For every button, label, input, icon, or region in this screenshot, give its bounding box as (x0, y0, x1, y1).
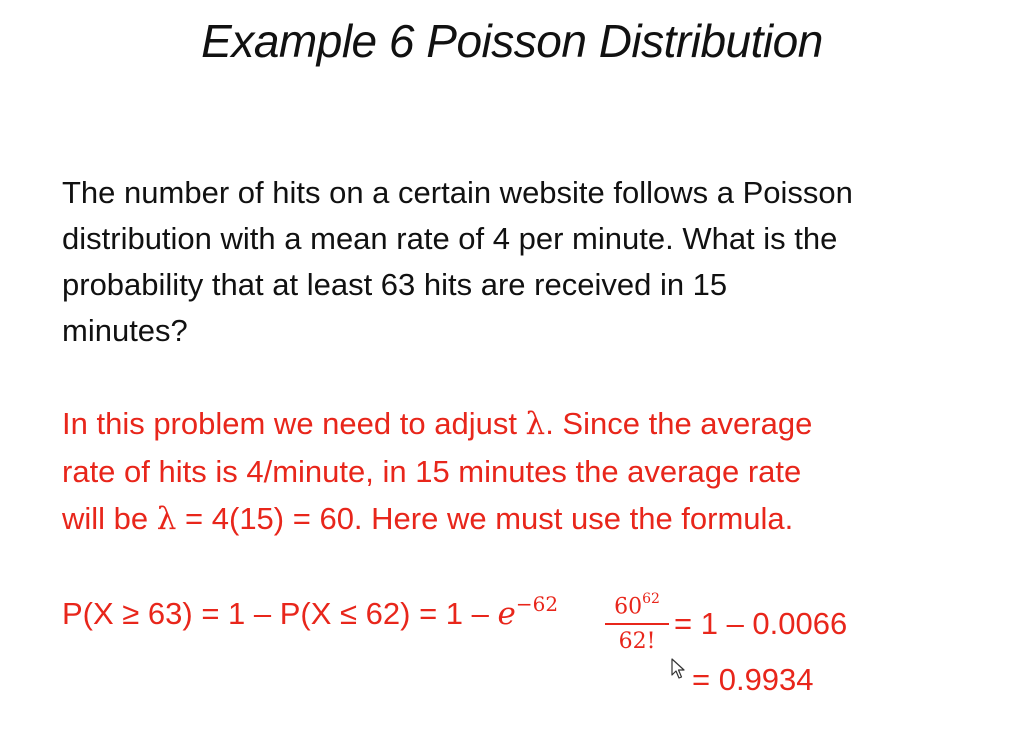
fraction-bar (605, 623, 669, 625)
explanation-line (62, 495, 982, 543)
explanation-text-part: = 4(15) = 60. Here we must use the formula. (176, 501, 794, 536)
numerator-exponent: 62 (642, 591, 660, 607)
fraction-denominator: 62! (618, 629, 656, 655)
slide-title: Example 6 Poisson Distribution (201, 15, 823, 67)
lambda-symbol: λ (156, 501, 177, 537)
formula-result-2: = 0.9934 (692, 662, 814, 697)
euler-e: e (497, 596, 516, 632)
explanation-line: rate of hits is 4/minute, in 15 minutes the average rate (62, 454, 802, 489)
numerator-base: 60 (614, 594, 643, 620)
explanation-text-part: will be (62, 501, 157, 536)
formula-fraction (605, 588, 669, 655)
question-line: minutes? (62, 313, 188, 348)
formula-lhs: P(X ≥ 63) = 1 – P(X ≤ 62) = 1 – (62, 596, 498, 631)
question-text (62, 170, 982, 354)
explanation-text (62, 400, 982, 543)
question-line: probability that at least 63 hits are received in 15 (62, 267, 728, 302)
mouse-pointer-icon (671, 658, 685, 680)
fraction-numerator (605, 588, 669, 620)
probability-formula (62, 592, 559, 632)
formula-exponent: −62 (515, 592, 559, 616)
question-line: The number of hits on a certain website follows a Poisson (62, 175, 853, 210)
explanation-text-part: In this problem we need to adjust (62, 406, 526, 441)
question-line: distribution with a mean rate of 4 per minute. What is the (62, 221, 838, 256)
lambda-symbol: λ (525, 406, 546, 442)
explanation-line (62, 400, 982, 448)
explanation-text-part: . Since the average (545, 406, 813, 441)
formula-result-1: = 1 – 0.0066 (674, 606, 848, 641)
